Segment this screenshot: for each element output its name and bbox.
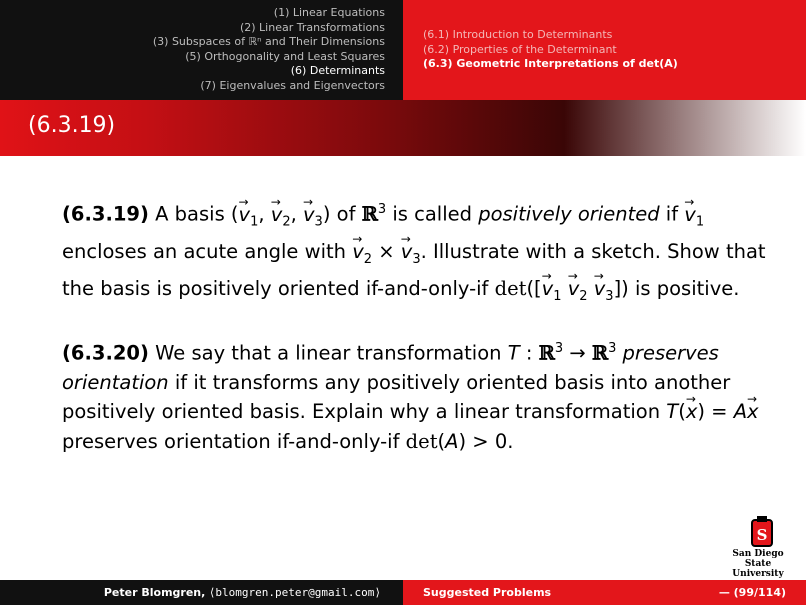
- problem-label: (6.3.20): [62, 341, 149, 365]
- chapter-link[interactable]: (3) Subspaces of ℝⁿ and Their Dimensions: [152, 35, 385, 49]
- problem-6-3-19: (6.3.19) A basis (→ $v_1$, → $v_2$, → $v_3$) of ℝ$^3$ is called positively oriented if → $v_1$ encloses an acute angle with → $v_2$ × → $v_3$. Illustrate with a sketch. Show that the basis is positively oriented if-and-only-if $\det([\to v_1 \to v_2 \to v_3])$ is positive.: [62, 195, 782, 312]
- footer-section: [403, 580, 806, 605]
- frame-title: (6.3.19): [28, 113, 116, 138]
- section-link[interactable]: (6.1) Introduction to Determinants: [423, 28, 613, 41]
- section-link[interactable]: (6.2) Properties of the Determinant: [423, 42, 617, 56]
- author-email[interactable]: ⟨blomgren.peter@gmail.com⟩: [208, 586, 381, 599]
- chapter-link[interactable]: (7) Eigenvalues and Eigenvectors: [200, 78, 385, 92]
- footer-bar: [0, 580, 806, 605]
- logo-text: San Diego State University: [732, 549, 784, 579]
- author-name: Peter Blomgren,: [103, 586, 206, 599]
- chapter-link[interactable]: (5) Orthogonality and Least Squares: [185, 49, 385, 63]
- frame-title-bar: [0, 100, 806, 156]
- chapter-nav: [0, 0, 403, 100]
- section-nav: [403, 0, 806, 100]
- page-counter: — (99/114): [718, 586, 786, 599]
- chapter-link[interactable]: (1) Linear Equations: [273, 6, 385, 19]
- slide-content: [62, 195, 782, 478]
- footer-section-title[interactable]: Suggested Problems: [423, 586, 552, 599]
- problem-6-3-20: (6.3.20) We say that a linear transformation T : ℝ$^3$ → ℝ$^3$ preserves orientation if it transforms any positively oriented basis into another positively oriented basis. Explain why a linear transformation T(→ x) = A→ x preserves orientation if-and-only-if det(A) > 0.: [62, 334, 782, 457]
- footer-author: [0, 580, 403, 605]
- problem-label: (6.3.19): [62, 202, 149, 226]
- section-link-active[interactable]: (6.3) Geometric Interpretations of det(A): [423, 57, 678, 71]
- chapter-link-active[interactable]: (6) Determinants: [290, 64, 385, 78]
- header-bar: [0, 0, 806, 100]
- chapter-link[interactable]: (2) Linear Transformations: [239, 20, 385, 34]
- svg-text:S: S: [756, 526, 768, 544]
